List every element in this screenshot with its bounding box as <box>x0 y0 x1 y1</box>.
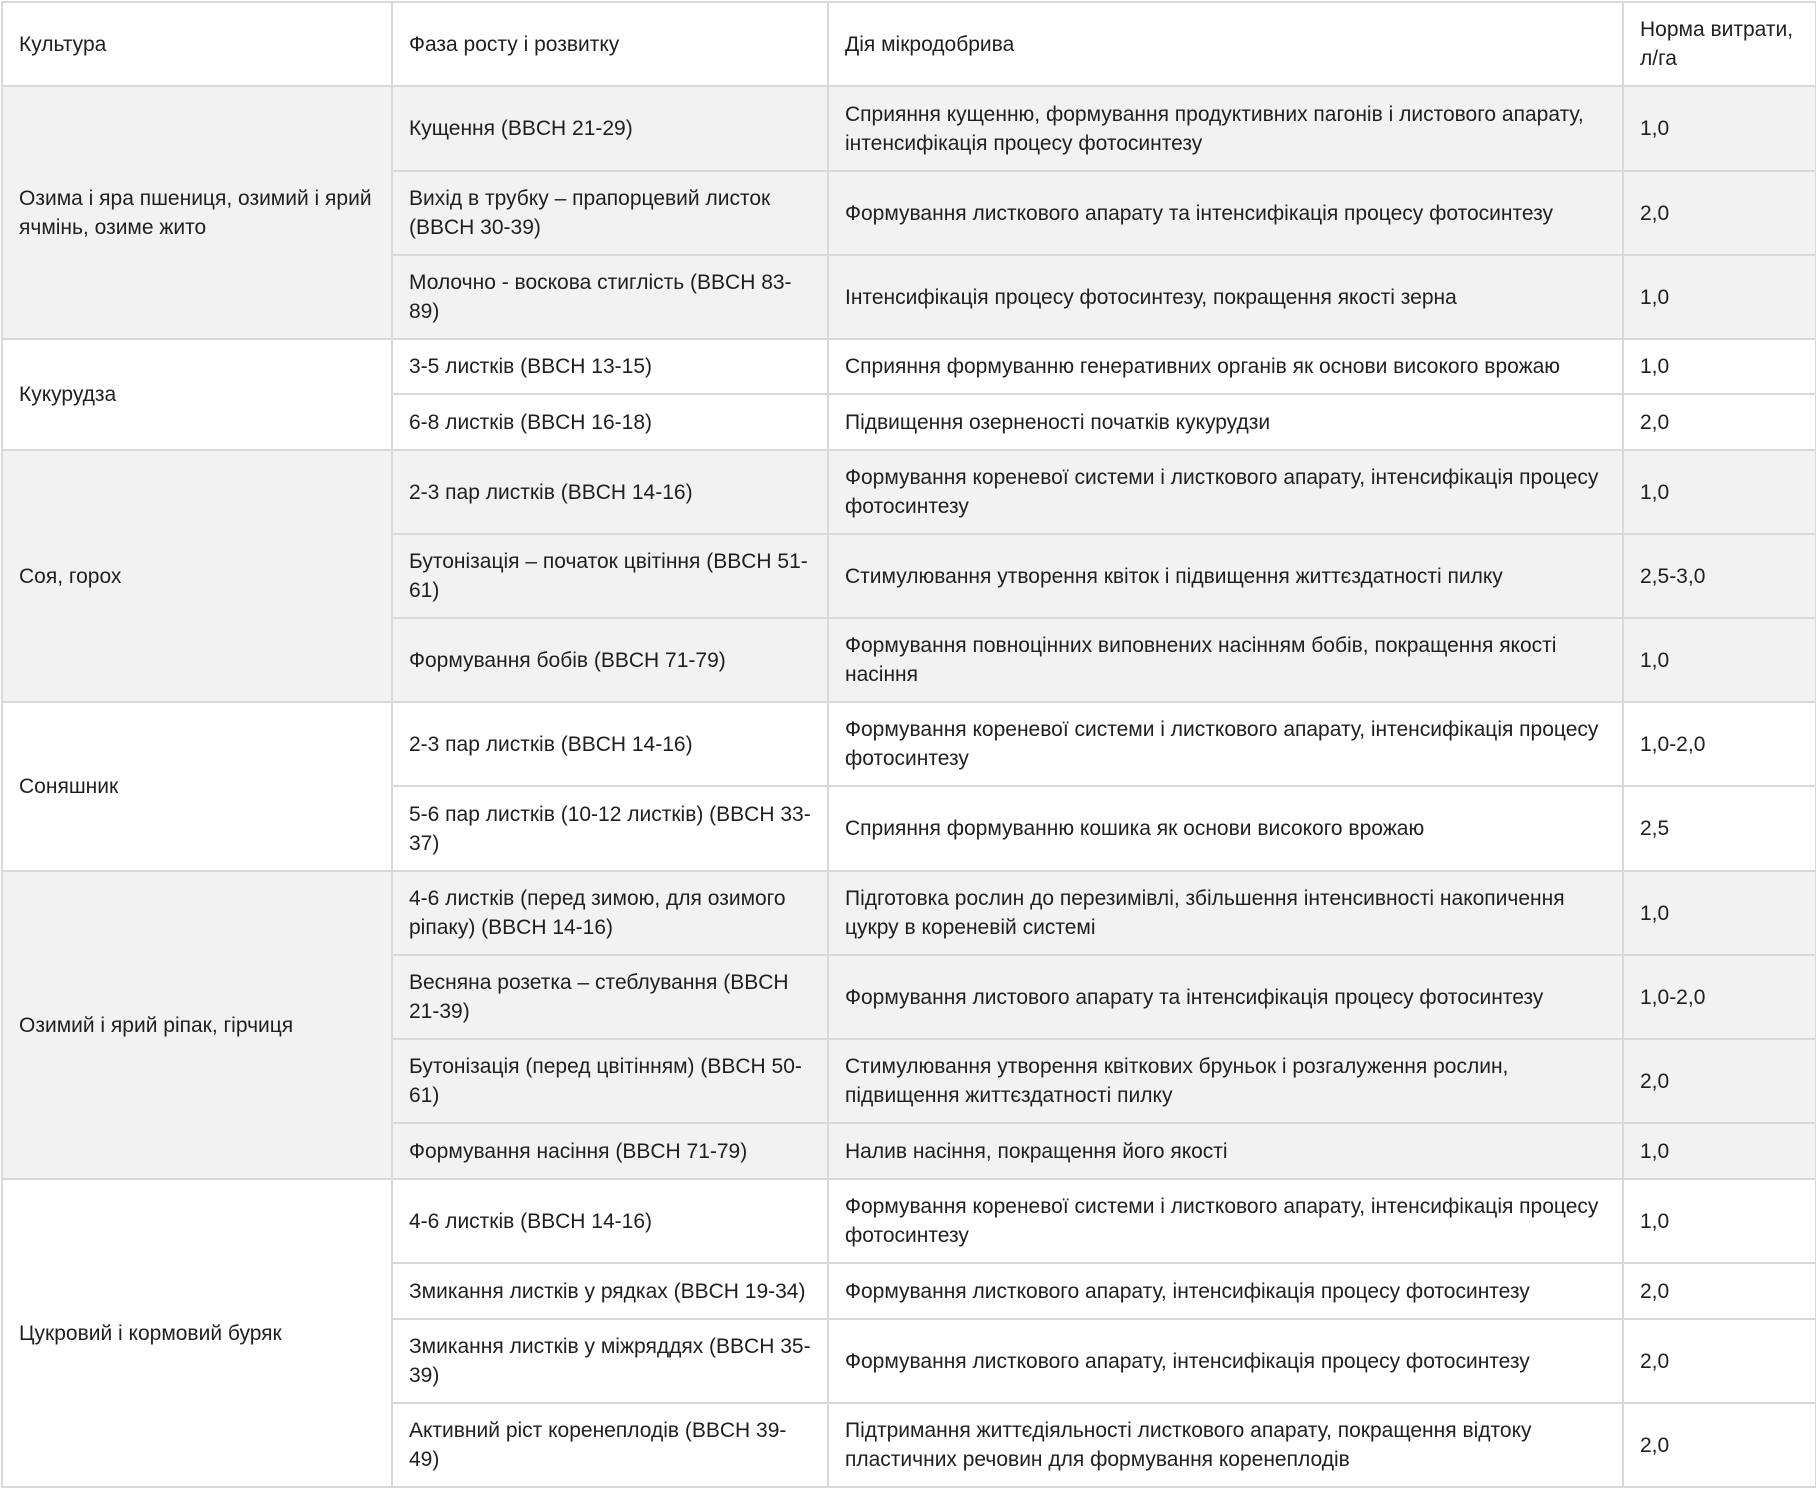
crop-cell: Соняшник <box>2 702 392 871</box>
table-row <box>2 1179 1816 1263</box>
header-crop: Культура <box>2 2 392 86</box>
action-cell: Формування повноцінних виповнених насінням бобів, покращення якості насіння <box>828 618 1623 702</box>
rate-cell: 1,0 <box>1623 1179 1816 1263</box>
rate-cell: 2,0 <box>1623 171 1816 255</box>
rate-cell: 2,0 <box>1623 1263 1816 1319</box>
phase-cell: Весняна розетка – стеблування (BBCH 21-39) <box>392 955 828 1039</box>
action-cell: Стимулювання утворення квіток і підвищення життєздатності пилку <box>828 534 1623 618</box>
phase-cell: 2-3 пар листків (BBCH 14-16) <box>392 702 828 786</box>
rate-cell: 1,0 <box>1623 86 1816 171</box>
phase-cell: Змикання листків у рядках (BBCH 19-34) <box>392 1263 828 1319</box>
action-cell: Формування листового апарату та інтенсифікація процесу фотосинтезу <box>828 955 1623 1039</box>
action-cell: Налив насіння, покращення його якості <box>828 1123 1623 1179</box>
table-row <box>2 450 1816 534</box>
header-action: Дія мікродобрива <box>828 2 1623 86</box>
phase-cell: 6-8 листків (BBCH 16-18) <box>392 394 828 450</box>
rate-cell: 1,0 <box>1623 450 1816 534</box>
phase-cell: Активний ріст коренеплодів (BBCH 39-49) <box>392 1403 828 1487</box>
rate-cell: 1,0 <box>1623 618 1816 702</box>
rate-cell: 1,0 <box>1623 255 1816 339</box>
action-cell: Формування листкового апарату та інтенсифікація процесу фотосинтезу <box>828 171 1623 255</box>
rate-cell: 1,0 <box>1623 871 1816 955</box>
table-header-row <box>2 2 1816 86</box>
rate-cell: 2,0 <box>1623 394 1816 450</box>
phase-cell: 5-6 пар листків (10-12 листків) (BBCH 33-37) <box>392 786 828 871</box>
fertilizer-table <box>1 1 1816 1488</box>
action-cell: Формування кореневої системи і листкового апарату, інтенсифікація процесу фотосинтезу <box>828 702 1623 786</box>
phase-cell: 4-6 листків (перед зимою, для озимого ріпаку) (BBCH 14-16) <box>392 871 828 955</box>
table-container <box>1 1 1815 1488</box>
rate-cell: 2,5 <box>1623 786 1816 871</box>
action-cell: Підвищення озерненості початків кукурудзи <box>828 394 1623 450</box>
rate-cell: 2,0 <box>1623 1319 1816 1403</box>
rate-cell: 1,0 <box>1623 1123 1816 1179</box>
action-cell: Формування кореневої системи і листкового апарату, інтенсифікація процесу фотосинтезу <box>828 450 1623 534</box>
phase-cell: Формування бобів (BBCH 71-79) <box>392 618 828 702</box>
table-row <box>2 86 1816 171</box>
header-phase: Фаза росту і розвитку <box>392 2 828 86</box>
crop-cell: Цукровий і кормовий буряк <box>2 1179 392 1487</box>
rate-cell: 1,0-2,0 <box>1623 955 1816 1039</box>
action-cell: Стимулювання утворення квіткових бруньок і розгалуження рослин, підвищення життєздатності пилку <box>828 1039 1623 1123</box>
phase-cell: Бутонізація (перед цвітінням) (BBCH 50-61) <box>392 1039 828 1123</box>
crop-cell: Озимий і ярий ріпак, гірчиця <box>2 871 392 1179</box>
phase-cell: 4-6 листків (BBCH 14-16) <box>392 1179 828 1263</box>
table-row <box>2 339 1816 394</box>
action-cell: Інтенсифікація процесу фотосинтезу, покращення якості зерна <box>828 255 1623 339</box>
phase-cell: Молочно - воскова стиглість (BBCH 83-89) <box>392 255 828 339</box>
action-cell: Підготовка рослин до перезимівлі, збільшення інтенсивності накопичення цукру в кореневій системі <box>828 871 1623 955</box>
table-body <box>2 86 1816 1487</box>
rate-cell: 2,0 <box>1623 1039 1816 1123</box>
action-cell: Формування листкового апарату, інтенсифікація процесу фотосинтезу <box>828 1263 1623 1319</box>
phase-cell: Змикання листків у міжряддях (BBCH 35-39) <box>392 1319 828 1403</box>
phase-cell: Вихід в трубку – прапорцевий листок (BBCH 30-39) <box>392 171 828 255</box>
table-row <box>2 871 1816 955</box>
table-row <box>2 702 1816 786</box>
phase-cell: Кущення (BBCH 21-29) <box>392 86 828 171</box>
phase-cell: 2-3 пар листків (BBCH 14-16) <box>392 450 828 534</box>
action-cell: Сприяння формуванню генеративних органів як основи високого врожаю <box>828 339 1623 394</box>
phase-cell: Бутонізація – початок цвітіння (BBCH 51-61) <box>392 534 828 618</box>
action-cell: Підтримання життєдіяльності листкового апарату, покращення відтоку пластичних речовин для формування коренеплодів <box>828 1403 1623 1487</box>
crop-cell: Соя, горох <box>2 450 392 702</box>
crop-cell: Озима і яра пшениця, озимий і ярий ячмінь, озиме жито <box>2 86 392 339</box>
rate-cell: 2,0 <box>1623 1403 1816 1487</box>
action-cell: Сприяння формуванню кошика як основи високого врожаю <box>828 786 1623 871</box>
phase-cell: Формування насіння (BBCH 71-79) <box>392 1123 828 1179</box>
phase-cell: 3-5 листків (BBCH 13-15) <box>392 339 828 394</box>
action-cell: Формування листкового апарату, інтенсифікація процесу фотосинтезу <box>828 1319 1623 1403</box>
action-cell: Формування кореневої системи і листкового апарату, інтенсифікація процесу фотосинтезу <box>828 1179 1623 1263</box>
rate-cell: 1,0-2,0 <box>1623 702 1816 786</box>
rate-cell: 1,0 <box>1623 339 1816 394</box>
rate-cell: 2,5-3,0 <box>1623 534 1816 618</box>
action-cell: Сприяння кущенню, формування продуктивних пагонів і листового апарату, інтенсифікація процесу фотосинтезу <box>828 86 1623 171</box>
crop-cell: Кукурудза <box>2 339 392 450</box>
header-rate: Норма витрати, л/га <box>1623 2 1816 86</box>
